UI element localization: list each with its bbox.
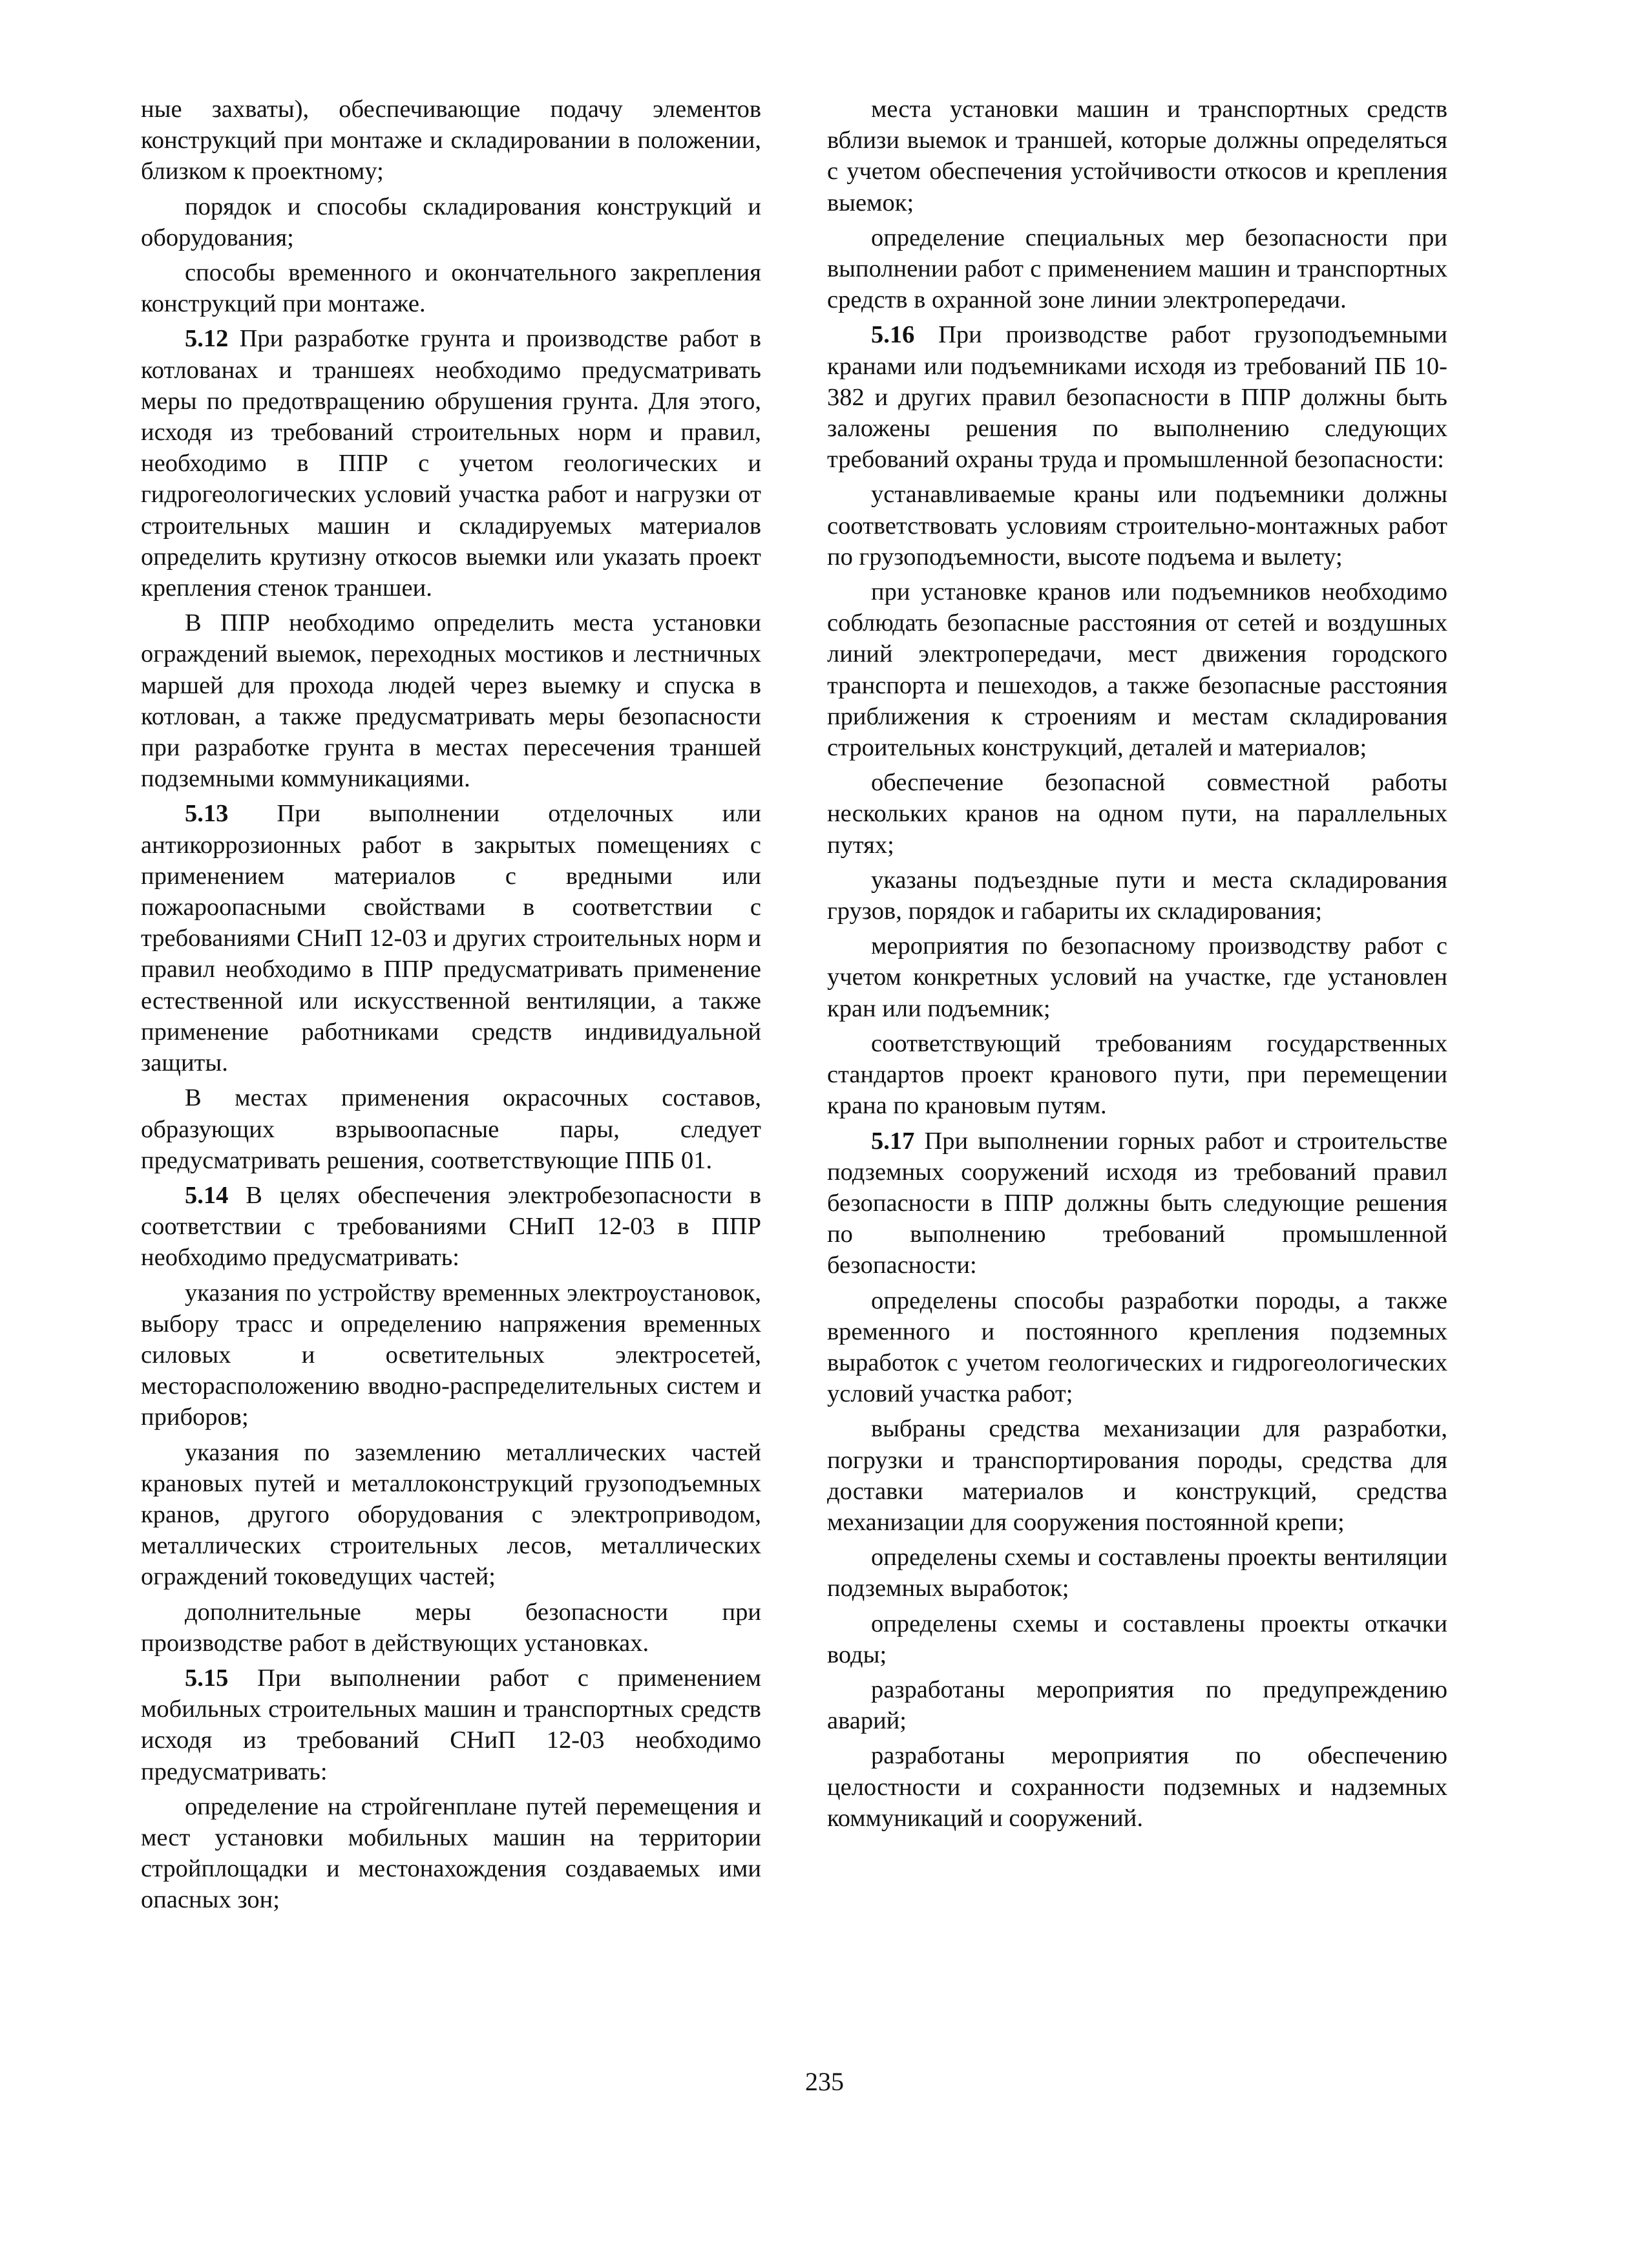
paragraph (827, 865, 1447, 927)
paragraph-text: разработаны мероприятия по предупреждению аварий; (827, 1675, 1447, 1735)
paragraph (827, 1740, 1447, 1834)
paragraph (827, 1542, 1447, 1604)
paragraph (141, 94, 761, 187)
section-paragraph (141, 798, 761, 1078)
paragraph (827, 479, 1447, 572)
paragraph (141, 1597, 761, 1659)
paragraph (827, 1608, 1447, 1670)
paragraph (141, 1437, 761, 1593)
left-column (141, 94, 761, 1920)
paragraph-text: определены схемы и составлены проекты вентиляции подземных выработок; (827, 1544, 1447, 1602)
paragraph-text: мероприятия по безопасному производству работ с учетом конкретных условий на участке, где установлен кран или подъемник; (827, 932, 1447, 1022)
paragraph-text: разработаны мероприятия по обеспечению целостности и сохранности подземных и надземных коммуникаций и сооружений. (827, 1742, 1447, 1832)
paragraph-text: ные захваты), обеспечивающие подачу элементов конструкций при монтаже и складировании в положении, близком к проектному; (141, 96, 761, 185)
paragraph-text: В ППР необходимо определить места установки ограждений выемок, переходных мостиков и лестничных маршей для прохода людей через выемку и спуска в котлован, а также предусматривать меры безопасности при разработке грунта в местах пересечения траншей подземными коммуникациями. (141, 609, 761, 793)
paragraph-text: При разработке грунта и производстве работ в котлованах и траншеях необходимо предусматривать меры по предотвращению обрушения грунта. Для этого, исходя из требований строительных норм и правил, необходимо в ППР с учетом геологических и гидрогеологических условий участка работ и нагрузки от строительных машин и складируемых материалов определить крутизну откосов выемки или указать проект крепления стенок траншеи. (141, 325, 761, 602)
section-number: 5.12 (185, 325, 229, 353)
section-number: 5.13 (185, 800, 229, 828)
section-number: 5.14 (185, 1181, 229, 1209)
paragraph (141, 1082, 761, 1176)
paragraph-text: определение специальных мер безопасности при выполнении работ с применением машин и транспортных средств в охранной зоне линии электропередачи. (827, 224, 1447, 314)
paragraph (827, 930, 1447, 1024)
paragraph (827, 1674, 1447, 1736)
section-paragraph (141, 1180, 761, 1274)
section-paragraph (827, 1126, 1447, 1281)
paragraph-text: места установки машин и транспортных средств вблизи выемок и траншей, которые должны определяться с учетом обеспечения устойчивости откосов и крепления выемок; (827, 96, 1447, 216)
paragraph (141, 1791, 761, 1916)
paragraph-text: соответствующий требованиям государственных стандартов проект кранового пути, при перемещении крана по крановым путям. (827, 1029, 1447, 1120)
right-column (827, 94, 1447, 1838)
paragraph (141, 257, 761, 319)
paragraph-text: определены способы разработки породы, а также временного и постоянного крепления подземных выработок с учетом геологических и гидрогеологических условий участка работ; (827, 1286, 1447, 1408)
paragraph-text: дополнительные меры безопасности при производстве работ в действующих установках. (141, 1598, 761, 1657)
paragraph-text: порядок и способы складирования конструкций и оборудования; (141, 193, 761, 251)
paragraph-text: указаны подъездные пути и места складирования грузов, порядок и габариты их складирования; (827, 866, 1447, 925)
paragraph-text: При выполнении работ с применением мобильных строительных машин и транспортных средств исходя из требований СНиП 12-03 необходимо предусматривать: (141, 1664, 761, 1785)
paragraph (141, 191, 761, 253)
paragraph-text: В местах применения окрасочных составов, образующих взрывоопасные пары, следует предусматривать решения, соответствующие ППБ 01. (141, 1084, 761, 1174)
paragraph (141, 1277, 761, 1433)
paragraph-text: При выполнении горных работ и строительстве подземных сооружений исходя из требований правил безопасности в ППР должны быть следующие решения по выполнению требований промышленной безопасности: (827, 1127, 1447, 1279)
section-paragraph (141, 323, 761, 604)
paragraph (827, 1413, 1447, 1538)
paragraph-text: выбраны средства механизации для разработки, погрузки и транспортирования породы, средства для доставки материалов и конструкций, средства механизации для сооружения постоянной крепи; (827, 1415, 1447, 1536)
paragraph-text: устанавливаемые краны или подъемники должны соответствовать условиям строительно-монтажных работ по грузоподъемности, высоте подъема и вылету; (827, 481, 1447, 571)
paragraph-text: при установке кранов или подъемников необходимо соблюдать безопасные расстояния от сетей и воздушных линий электропередачи, мест движения городского транспорта и пешеходов, а также безопасные расстояния приближения к строениям и местам складирования строительных конструкций, деталей и материалов; (827, 578, 1447, 762)
section-paragraph (141, 1663, 761, 1787)
paragraph-text: При выполнении отделочных или антикоррозионных работ в закрытых помещениях с применением материалов с вредными или пожароопасными свойствами в соответствии с требованиями СНиП 12-03 и других строительных норм и правил необходимо в ППР предусматривать применение естественной или искусственной вентиляции, а также применение работниками средств индивидуальной защиты. (141, 800, 761, 1077)
paragraph-text: определение на стройгенплане путей перемещения и мест установки мобильных машин на территории стройплощадки и местонахождения создаваемых ими опасных зон; (141, 1792, 761, 1914)
section-number: 5.16 (871, 321, 915, 349)
paragraph-text: При производстве работ грузоподъемными кранами или подъемниками исходя из требований ПБ 10-382 и других правил безопасности в ППР должны быть заложены решения по выполнению следующих требований охраны труда и промышленной безопасности: (827, 321, 1447, 474)
paragraph-text: способы временного и окончательного закрепления конструкций при монтаже. (141, 259, 761, 318)
paragraph-text: В целях обеспечения электробезопасности в соответствии с требованиями СНиП 12-03 в ППР необходимо предусматривать: (141, 1181, 761, 1272)
section-paragraph (827, 319, 1447, 475)
paragraph-text: определены схемы и составлены проекты откачки воды; (827, 1610, 1447, 1668)
paragraph (827, 94, 1447, 218)
paragraph-text: указания по заземлению металлических частей крановых путей и металлоконструкций грузоподъемных кранов, другого оборудования с электроприводом, металлических строительных лесов, металлических ограждений токоведущих частей; (141, 1438, 761, 1591)
paragraph (827, 1285, 1447, 1410)
paragraph (827, 1028, 1447, 1122)
section-number: 5.15 (185, 1664, 229, 1692)
paragraph (827, 767, 1447, 861)
paragraph (827, 576, 1447, 763)
page-number: 235 (805, 2067, 844, 2096)
paragraph (827, 222, 1447, 316)
paragraph-text: указания по устройству временных электроустановок, выбору трасс и определению напряжения временных силовых и осветительных электросетей, месторасположению вводно-распределительных систем и приборов; (141, 1279, 761, 1431)
paragraph (141, 607, 761, 794)
paragraph-text: обеспечение безопасной совместной работы нескольких кранов на одном пути, на параллельных путях; (827, 769, 1447, 859)
section-number: 5.17 (871, 1127, 915, 1155)
